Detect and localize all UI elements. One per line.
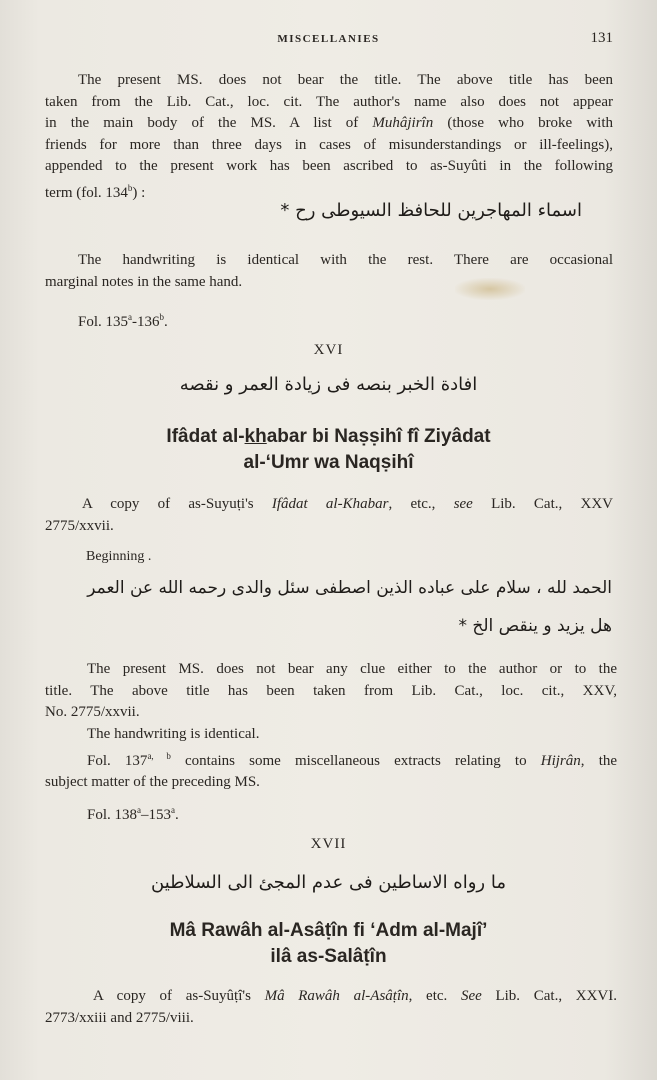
title-xvii-line1: Mâ Rawâh al-Asâṭîn fi ‘Adm al-Majî’ bbox=[169, 920, 488, 941]
copy-note-xvii: A copy of as-Suyûṭî's Mâ Rawâh al-Asâṭîn, etc. See Lib. Cat., XXVI. 2773/xxiii and 2775/viii. bbox=[45, 988, 617, 1026]
folio-ref-xvii: Fol. 138$^a$–153$^a$. bbox=[87, 805, 179, 823]
folio-ref-xvi: Fol. 135$^a$-136$^b$. bbox=[78, 312, 168, 330]
title-xvi bbox=[0, 424, 657, 476]
paragraph-handwriting: The handwriting is identical with the rest. There are occasional marginal notes in the same hand. bbox=[45, 252, 613, 290]
arabic-quote-muhajirin: اسماء المهاجرين للحافظ السيوطى رح * bbox=[280, 200, 582, 221]
beginning-label: Beginning . bbox=[86, 549, 152, 564]
arabic-beginning-line2: هل يزيد و ينقص الخ * bbox=[458, 616, 612, 636]
copy-note-xvi: A copy of as-Suyuṭi's Ifâdat al-Khabar, etc., see Lib. Cat., XXV 2775/xxvii. bbox=[45, 496, 613, 534]
paragraph-identical: The handwriting is identical. Fol. 137$^{a, b}$ contains some miscellaneous extracts relating to Hijrân, the subject matter of the preceding MS. bbox=[45, 726, 618, 790]
title-xvi-line2: al-‘Umr wa Naqṣihî bbox=[243, 452, 414, 473]
entry-number-xvi: XVI bbox=[313, 342, 344, 358]
paragraph-clue: The present MS. does not bear any clue either to the author or to the title. The above title has been taken from Lib. Cat., loc. cit., XXV, No. 2775/xxvii. bbox=[45, 661, 617, 720]
arabic-title-xvi: افادة الخبر بنصه فى زيادة العمر و نقصه bbox=[179, 374, 478, 395]
title-xvi-line1: Ifâdat al-khabar bi Naṣṣihî fî Ziyâdat bbox=[166, 426, 491, 447]
page-number: 131 bbox=[590, 30, 613, 46]
entry-number-xvii: XVII bbox=[310, 836, 347, 852]
arabic-title-xvii: ما رواه الاساطين فى عدم المجئ الى السلاطين bbox=[151, 872, 506, 893]
title-xvii bbox=[0, 918, 657, 970]
arabic-beginning-line1: الحمد لله ، سلام على عباده الذين اصطفى سئل والدى رحمه الله عن العمر bbox=[87, 578, 612, 598]
running-head: MISCELLANIES bbox=[277, 33, 380, 45]
paragraph-title-note: The present MS. does not bear the title. The above title has been taken from the Lib. Cat., loc. cit. The author's name also does not appear in the main body of the MS. A list of Muhâjirîn (those who broke with friends for more than three days in cases of misunderstandings or ill-feelings), appended to the present work has been ascribed to as-Suyûti in the following term (fol. 134$^b$) : bbox=[45, 72, 614, 201]
title-xvii-line2: ilâ as-Salâṭîn bbox=[270, 946, 387, 967]
